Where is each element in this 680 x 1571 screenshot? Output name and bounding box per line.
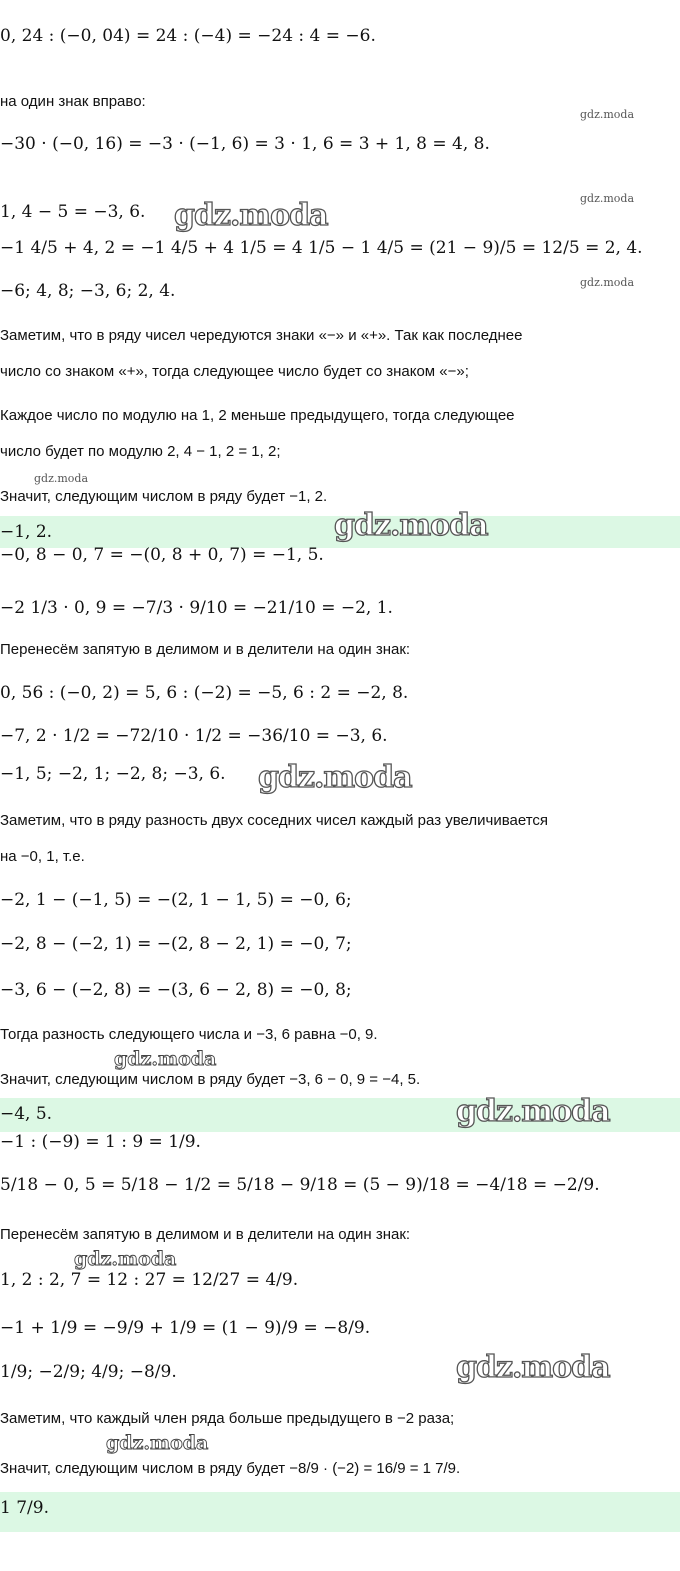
- watermark: gdz.moda: [580, 108, 635, 121]
- text-line: Тогда разность следующего числа и −3, 6 равна −0, 9.: [0, 1026, 378, 1043]
- text-line: число будет по модулю 2, 4 − 1, 2 = 1, 2;: [0, 443, 281, 460]
- text-line: Значит, следующим числом в ряду будет −1, 2.: [0, 488, 328, 505]
- answer-band: [0, 1492, 680, 1532]
- text-line: на один знак вправо:: [0, 93, 146, 110]
- math-line: −1 4/5 + 4, 2 = −1 4/5 + 4 1/5 = 4 1/5 − 1 4/5 = (21 − 9)/5 = 12/5 = 2, 4.: [0, 238, 643, 258]
- text-line: Значит, следующим числом в ряду будет −3, 6 − 0, 9 = −4, 5.: [0, 1071, 421, 1088]
- text-line: Заметим, что в ряду разность двух соседних чисел каждый раз увеличивается: [0, 812, 549, 829]
- math-line: −0, 8 − 0, 7 = −(0, 8 + 0, 7) = −1, 5.: [0, 545, 324, 565]
- text-line: Перенесём запятую в делимом и в делители на один знак:: [0, 641, 411, 658]
- math-line: 0, 24 : (−0, 04) = 24 : (−4) = −24 : 4 = −6.: [0, 26, 376, 46]
- math-line: −7, 2 · 1/2 = −72/10 · 1/2 = −36/10 = −3, 6.: [0, 726, 388, 746]
- watermark: gdz.moda: [34, 472, 89, 485]
- watermark: gdz.moda: [334, 508, 488, 543]
- text-line: Заметим, что каждый член ряда больше предыдущего в −2 раза;: [0, 1410, 455, 1427]
- math-line: −3, 6 − (−2, 8) = −(3, 6 − 2, 8) = −0, 8;: [0, 980, 352, 1000]
- math-line: −6; 4, 8; −3, 6; 2, 4.: [0, 281, 176, 301]
- watermark: gdz.moda: [174, 198, 328, 233]
- math-line: −2, 1 − (−1, 5) = −(2, 1 − 1, 5) = −0, 6;: [0, 890, 352, 910]
- watermark: gdz.moda: [74, 1248, 177, 1270]
- text-line: Перенесём запятую в делимом и в делители на один знак:: [0, 1226, 411, 1243]
- math-line: 5/18 − 0, 5 = 5/18 − 1/2 = 5/18 − 9/18 = (5 − 9)/18 = −4/18 = −2/9.: [0, 1175, 600, 1195]
- text-line: Значит, следующим числом в ряду будет −8/9 · (−2) = 16/9 = 1 7/9.: [0, 1460, 461, 1477]
- watermark: gdz.moda: [580, 192, 635, 205]
- math-line: −30 · (−0, 16) = −3 · (−1, 6) = 3 · 1, 6 = 3 + 1, 8 = 4, 8.: [0, 134, 490, 154]
- math-line: −1, 5; −2, 1; −2, 8; −3, 6.: [0, 764, 226, 784]
- math-line: −2, 8 − (−2, 1) = −(2, 8 − 2, 1) = −0, 7;: [0, 934, 352, 954]
- watermark: gdz.moda: [114, 1048, 217, 1070]
- answer-text: 1 7/9.: [0, 1498, 49, 1518]
- answer-text: −4, 5.: [0, 1104, 53, 1124]
- math-line: −2 1/3 · 0, 9 = −7/3 · 9/10 = −21/10 = −2, 1.: [0, 598, 393, 618]
- math-line: 1, 2 : 2, 7 = 12 : 27 = 12/27 = 4/9.: [0, 1270, 299, 1290]
- text-line: Заметим, что в ряду чисел чередуются знаки «−» и «+». Так как последнее: [0, 327, 523, 344]
- watermark: gdz.moda: [456, 1094, 610, 1129]
- math-line: −1 + 1/9 = −9/9 + 1/9 = (1 − 9)/9 = −8/9.: [0, 1318, 371, 1338]
- watermark: gdz.moda: [456, 1350, 610, 1385]
- watermark: gdz.moda: [580, 276, 635, 289]
- text-line: Каждое число по модулю на 1, 2 меньше предыдущего, тогда следующее: [0, 407, 515, 424]
- math-line: 1/9; −2/9; 4/9; −8/9.: [0, 1362, 177, 1382]
- watermark: gdz.moda: [258, 760, 412, 795]
- math-line: −1 : (−9) = 1 : 9 = 1/9.: [0, 1132, 201, 1152]
- answer-text: −1, 2.: [0, 522, 53, 542]
- math-line: 0, 56 : (−0, 2) = 5, 6 : (−2) = −5, 6 : 2 = −2, 8.: [0, 683, 409, 703]
- text-line: число со знаком «+», тогда следующее число будет со знаком «−»;: [0, 363, 469, 380]
- math-line: 1, 4 − 5 = −3, 6.: [0, 202, 146, 222]
- text-line: на −0, 1, т.е.: [0, 848, 85, 865]
- watermark: gdz.moda: [106, 1432, 209, 1454]
- cropped-top-line: [0, 0, 680, 6]
